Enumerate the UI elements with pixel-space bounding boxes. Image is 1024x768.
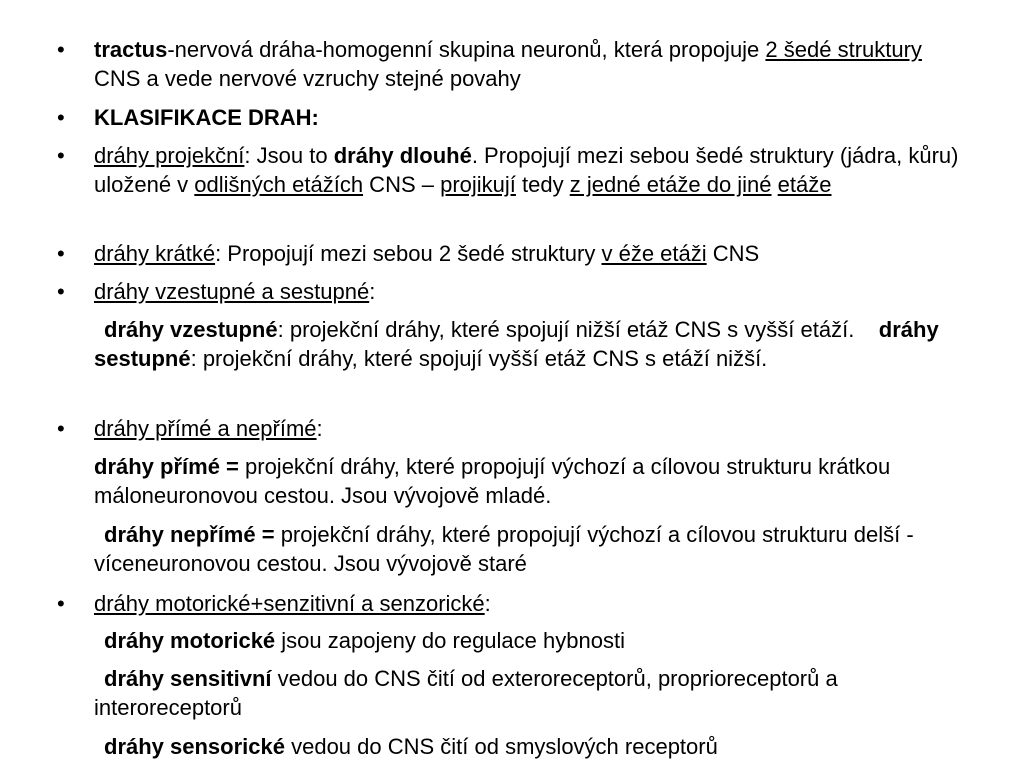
tractus-term: tractus: [94, 37, 168, 62]
projekcni-bold: dráhy dlouhé: [333, 143, 472, 168]
kratke-u1: v éže etáži: [601, 241, 707, 266]
projekcni-text4: tedy: [515, 172, 570, 197]
prime-neprime-colon: :: [316, 416, 323, 441]
sensitivni-detail: [94, 664, 964, 722]
vzestupne-sestupne-term: dráhy vzestupné a sestupné: [94, 279, 370, 304]
prime-text: projekční dráhy, které propojují výchozí a cílovou strukturu krátkou máloneuronovou cestou. Jsou vývojově mladé.: [94, 454, 891, 508]
motoricke-bold: dráhy motorické: [104, 628, 276, 653]
projekcni-text1: : Jsou to: [244, 143, 334, 168]
prime-neprime-term: dráhy přímé a nepřímé: [94, 416, 317, 441]
sestupne-bold: dráhy sestupné: [94, 317, 939, 371]
klasifikace-title: KLASIFIKACE DRAH:: [94, 105, 319, 130]
motoricke-group-colon: :: [484, 591, 491, 616]
neprime-bold: dráhy nepřímé =: [104, 522, 275, 547]
bullet-marker: •: [57, 416, 65, 441]
projekcni-text3: CNS –: [363, 172, 441, 197]
motoricke-group-item: [94, 589, 964, 618]
projekcni-u2: projikují: [440, 172, 516, 197]
vzestupne-bold: dráhy vzestupné: [104, 317, 278, 342]
bullet-marker: •: [57, 241, 65, 266]
kratke-term: dráhy krátké: [94, 241, 216, 266]
tractus-underlined: 2 šedé struktury: [765, 37, 922, 62]
projekcni-item: [94, 141, 964, 199]
motoricke-group-term: dráhy motorické+senzitivní a senzorické: [94, 591, 485, 616]
projekcni-text2: . Propojují mezi sebou šedé struktury (jádra, kůru) uložené v: [94, 143, 959, 197]
bullet-marker: •: [57, 37, 65, 62]
tractus-item: [94, 35, 964, 93]
vzestupne-text: : projekční dráhy, které spojují nižší etáž CNS s vyšší etáží.: [277, 317, 879, 342]
projekcni-u3: z jedné etáže do jiné: [569, 172, 772, 197]
bullet-marker: •: [57, 591, 65, 616]
bullet-marker: •: [57, 105, 65, 130]
sensoricke-detail: [94, 732, 964, 761]
tractus-text2: CNS a vede nervové vzruchy stejné povahy: [94, 66, 521, 91]
bullet-marker: •: [57, 143, 65, 168]
projekcni-u1: odlišných etážích: [194, 172, 364, 197]
sensoricke-text: vedou do CNS čití od smyslových receptorů: [284, 734, 718, 759]
vzestupne-sestupne-colon: :: [369, 279, 376, 304]
vzestupne-sestupne-detail: [94, 315, 964, 373]
sensitivni-text: vedou do CNS čití od exteroreceptorů, proprioreceptorů a interoreceptorů: [94, 666, 838, 720]
sestupne-text: : projekční dráhy, které spojují vyšší etáž CNS s etáží nižší.: [190, 346, 768, 371]
projekcni-u4: etáže: [777, 172, 832, 197]
bullet-marker: •: [57, 279, 65, 304]
prime-detail: [94, 452, 964, 510]
kratke-text2: CNS: [706, 241, 760, 266]
klasifikace-heading: [94, 103, 964, 132]
neprime-text: projekční dráhy, které propojují výchozí a cílovou strukturu delší - víceneuronovou cestou. Jsou vývojově staré: [94, 522, 914, 576]
motoricke-text: jsou zapojeny do regulace hybnosti: [275, 628, 625, 653]
prime-neprime-item: [94, 414, 964, 443]
neprime-detail: [94, 520, 964, 578]
prime-bold: dráhy přímé =: [94, 454, 239, 479]
vzestupne-sestupne-item: [94, 277, 964, 306]
kratke-item: [94, 239, 964, 268]
motoricke-detail: [94, 626, 964, 655]
sensitivni-bold: dráhy sensitivní: [104, 666, 272, 691]
kratke-text1: : Propojují mezi sebou 2 šedé struktury: [215, 241, 602, 266]
projekcni-term: dráhy projekční: [94, 143, 245, 168]
tractus-text1: -nervová dráha-homogenní skupina neuronů, která propojuje: [167, 37, 766, 62]
sensoricke-bold: dráhy sensorické: [104, 734, 285, 759]
